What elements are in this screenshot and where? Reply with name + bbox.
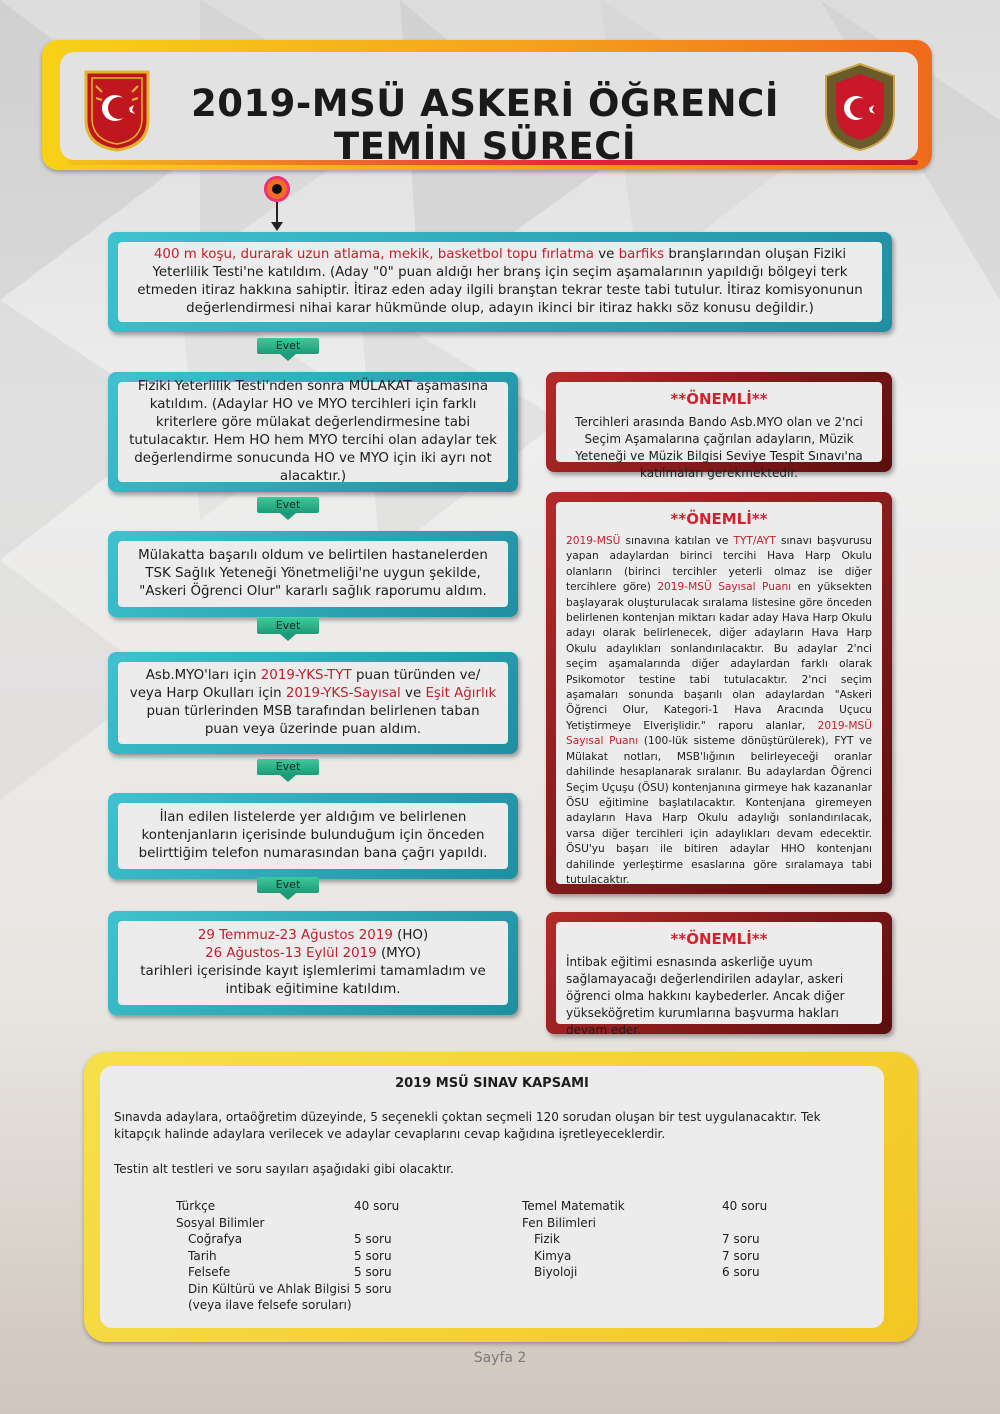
step-physical-test: [108, 232, 892, 332]
left-count-list: [354, 1198, 399, 1297]
page-number: Sayfa 2: [473, 1350, 527, 1366]
step6-text: tarihleri içerisinde kayıt işlemlerimi tamamladım ve intibak eğitimine katıldım.: [140, 964, 486, 997]
question-count: 5 soru: [354, 1265, 392, 1279]
subject-name: Türkçe: [176, 1199, 216, 1213]
step4-highlight-sayisal: 2019-YKS-Sayısal: [285, 686, 401, 701]
step5-text: İlan edilen listelerde yer aldığım ve belirlenen kontenjanların içerisinde bulunduğum için önceden belirttiğim telefon numarasından bana çağrı yapıldı.: [138, 810, 488, 861]
note2-text-f: en yüksekten başlayarak oluşturulacak sıralama listesine göre önceden belirlenen kontenjan miktarı kadar aday Hava Harp Okulu adayı olarak belirlenecek, diğer adayların Hava Harp Okulu adaylıkları sonlandırılacaktır. Bu adaylar 2'nci seçim aşamalarında diğer adaylardan farklı olarak Psikomotor testine tabi tutulacaktır. 2'nci seçim aşamaları sonunda başarılı olan adaylardan "Askeri Öğrenci Olur, Kategori-1 Hava Aracında Uçucu Yetiştirmeye Elverişlidir." raporu alanlar,: [566, 581, 872, 732]
note2-highlight-score1: 2019-MSÜ Sayısal Puanı: [657, 581, 792, 594]
question-count: [354, 1215, 399, 1232]
evet-label: Evet: [257, 877, 319, 893]
subject-name: (veya ilave felsefe soruları): [188, 1298, 352, 1312]
question-count: 40 soru: [722, 1199, 768, 1213]
note3-heading: **ÖNEMLİ**: [670, 930, 768, 948]
subject-name: Kimya: [534, 1248, 572, 1263]
note-intibak: [546, 912, 892, 1037]
step1-text-and: ve: [593, 247, 619, 262]
exam-description: Sınavda adaylara, ortaöğretim düzeyinde, 5 seçenekli çoktan seçmeli 120 sorudan oluşan bir test uygulanacaktır. Tek kitapçık halinde adaylara verilecek ve adaylar cevaplarını cevap kağıdına işretleyeceklerdir.: [114, 1110, 821, 1141]
step4-text-a: Asb.MYO'ları için: [145, 668, 261, 683]
subject-name: Fizik: [534, 1232, 560, 1246]
exam-scope-box: [100, 1066, 884, 1328]
note2-highlight-score2: 2019-MSÜ Sayısal Puanı: [566, 719, 872, 748]
msb-logo: [82, 68, 152, 152]
step4-text-e: ve: [400, 686, 426, 701]
step1-highlight-events: 400 m koşu, durarak uzun atlama, mekik, basketbol topu fırlatma: [153, 247, 594, 262]
question-count: [722, 1215, 767, 1232]
question-count: 7 soru: [722, 1248, 760, 1263]
page-title: 2019-MSÜ ASKERİ ÖĞRENCİ TEMİN SÜRECİ: [190, 82, 780, 168]
step4-highlight-tyt: 2019-YKS-TYT: [260, 668, 352, 683]
step6-ho: (HO): [392, 928, 429, 943]
evet-label: Evet: [257, 618, 319, 634]
exam-title: 2019 MSÜ SINAV KAPSAMI: [395, 1076, 589, 1091]
question-count: 5 soru: [354, 1248, 392, 1263]
evet-label: Evet: [257, 497, 319, 513]
step-interview: [108, 372, 518, 492]
step2-text: Fiziki Yeterlilik Testi'nden sonra MÜLAKAT aşamasına katıldım. (Adaylar HO ve MYO tercihleri için farklı kriterlere göre mülakat değerlendirmesine tabi tutulacaktır. Hem HO hem MYO tercihi olan adaylar tek değerlendirme sonucunda HO ve MYO için iki ayrı not alacaktır.): [129, 379, 497, 484]
note-hho: [546, 492, 892, 894]
subject-name: Coğrafya: [188, 1232, 243, 1246]
question-count: 5 soru: [354, 1232, 392, 1246]
note2-highlight-msu: 2019-MSÜ: [566, 535, 621, 547]
arrow-down-icon: [271, 222, 283, 231]
evet-label: Evet: [257, 338, 319, 354]
subject-name: Biyoloji: [534, 1265, 578, 1279]
note3-text: İntibak eğitimi esnasında askerliğe uyum sağlamayacağı değerlendirilen adaylar, askeri öğrenci olma hakkını kaybederler. Ancak diğer yükseköğretim kurumlarına başvurma hakları devam eder.: [566, 955, 845, 1037]
subject-name: Temel Matematik: [522, 1199, 625, 1213]
note2-text-h: (100-lük sisteme dönüştürülerek), FYT ve Mülakat notları, MSB'lığının belirleyeceği oranlar dahilinde hesaplanarak sıralanır. Bu adaylardan Öğrenci Seçim Uçuşu (ÖSU) kontenjanına girmeye hak kazananlar ÖSU eğitimine başlatılacaktır. Kontenjana giremeyen adayların Hava Harp Okulu adaylığı sonlandırılacak, varsa diğer tercihleri için adaylıkları devam edecektir. ÖSU'yu başarı ile bitiren adaylar HHO kontenjanı dahilinde yerleştirme esaslarına göre sıralamaya tabi tutulacaktır.: [566, 735, 872, 886]
right-subject-list: [522, 1198, 625, 1281]
note-bando: [546, 372, 892, 480]
step4-highlight-ea: Eşit Ağırlık: [425, 686, 497, 701]
evet-label: Evet: [257, 759, 319, 775]
step4-text-c: puan türünden ve/ veya Harp Okulları için: [129, 668, 481, 701]
subject-name: Fen Bilimleri: [522, 1215, 596, 1230]
subject-name: Din Kültürü ve Ahlak Bilgisi: [188, 1281, 350, 1296]
step-call: [108, 793, 518, 879]
note1-heading: **ÖNEMLİ**: [670, 390, 768, 408]
step4-text-g: puan türlerinden MSB tarafından belirlenen taban puan veya üzerinde puan aldım.: [146, 704, 480, 737]
exam-subtests-intro: Testin alt testleri ve soru sayıları aşağıdaki gibi olacaktır.: [114, 1162, 454, 1176]
step3-text: Mülakatta başarılı oldum ve belirtilen hastanelerden TSK Sağlık Yeteneği Yönetmeliği'ne uygun şekilde, "Askeri Öğrenci Olur" kararlı sağlık raporumu aldım.: [138, 548, 488, 599]
subject-name: Tarih: [188, 1248, 217, 1263]
msu-logo: [822, 62, 898, 152]
step6-date-myo: 26 Ağustos-13 Eylül 2019: [205, 946, 377, 961]
subject-name: Felsefe: [188, 1265, 231, 1279]
question-count: 6 soru: [722, 1265, 760, 1279]
step-health-report: [108, 531, 518, 617]
note2-highlight-tytayt: TYT/AYT: [733, 535, 776, 547]
flow-start-icon: [264, 176, 290, 202]
subject-name: Sosyal Bilimler: [176, 1215, 265, 1230]
step1-text: branşlarından oluşan Fiziki Yeterlilik Testi'ne katıldım. (Aday "0" puan aldığı her branş için seçim aşamalarının yapıldığı bölgeyi terk etmeden itiraz hakkına sahiptir. İtiraz eden aday ilgili branştan tekrar teste tabi tutulur. İtiraz komisyonunun değerlendirmesi nihai karar hükmünde olup, adayın ikinci bir itiraz hakkı söz konusu değildir.): [137, 247, 863, 316]
question-count: 40 soru: [354, 1199, 400, 1213]
step-registration: [108, 911, 518, 1015]
right-count-list: [722, 1198, 767, 1281]
step-score: [108, 652, 518, 754]
note2-heading: **ÖNEMLİ**: [670, 510, 768, 528]
step1-highlight-pullup: barfiks: [618, 247, 665, 262]
note1-text: Tercihleri arasında Bando Asb.MYO olan ve 2'nci Seçim Aşamalarına çağrılan adayların, Müzik Yeteneği ve Müzik Bilgisi Seviye Tespit Sınavı'na katılmaları gerekmektedir.: [575, 415, 863, 480]
left-subject-list: [176, 1198, 352, 1314]
note2-text-d: sınavı başvurusu yapan adaylardan birinci tercihi Hava Harp Okulu olanların (birinci tercihler yeterli olmaz ise diğer tercihlere göre): [566, 535, 873, 594]
step6-myo: (MYO): [376, 946, 421, 961]
step6-date-ho: 29 Temmuz-23 Ağustos 2019: [197, 928, 393, 943]
question-count: 5 soru: [354, 1281, 392, 1296]
note2-text-b: sınavına katılan ve: [620, 535, 734, 547]
question-count: 7 soru: [722, 1232, 760, 1246]
